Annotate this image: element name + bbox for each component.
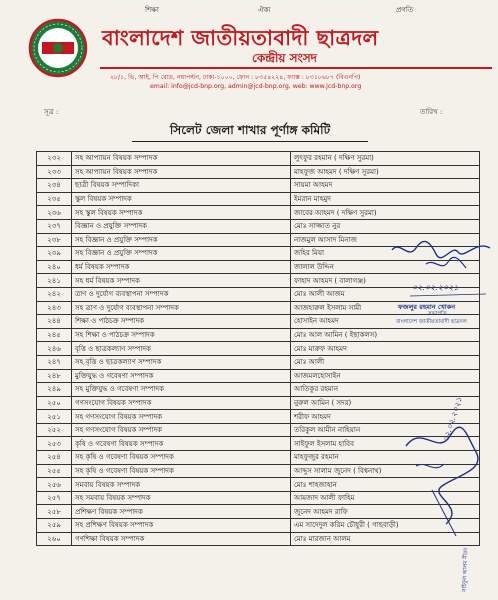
serial-cell: ২৪৭ bbox=[37, 355, 72, 369]
header-divider bbox=[100, 67, 492, 69]
name-cell: মাহফুজ আহমদ ( দক্ষিণ সুরমা) bbox=[291, 165, 480, 179]
serial-cell: ২৩৯ bbox=[37, 247, 72, 261]
serial-cell: ২৪৪ bbox=[37, 315, 72, 329]
jcd-emblem-icon bbox=[28, 18, 88, 78]
motto-line bbox=[0, 4, 498, 16]
post-cell: বিজ্ঞান ও প্রযুক্তি সম্পাদক bbox=[72, 219, 291, 233]
post-cell: সহ শিক্ষা ও পাঠচক্র সম্পাদক bbox=[72, 328, 291, 342]
post-cell: গণসংযোগ বিষয়ক সম্পাদক bbox=[72, 396, 291, 410]
name-cell: মোঃ আলী আজম bbox=[291, 287, 480, 301]
organization-subtitle: কেন্দ্রীয় সংসদ bbox=[252, 51, 317, 65]
post-cell: ধর্ম বিষয়ক সম্পাদক bbox=[72, 260, 291, 274]
post-cell: কৃষি ও গবেষণা বিষয়ক সম্পাদক bbox=[72, 437, 291, 451]
table-row bbox=[37, 369, 480, 383]
serial-cell: ২৪৫ bbox=[37, 328, 72, 342]
post-cell: সহ ধর্ম বিষয়ক সম্পাদক bbox=[72, 274, 291, 288]
post-cell: ছাত্রী বিষয়ক সম্পাদিকা bbox=[72, 179, 291, 193]
table-row bbox=[37, 165, 480, 179]
serial-cell: ২৩৫ bbox=[37, 192, 72, 206]
post-cell: মুক্তিযুদ্ধ ও গবেষণা সম্পাদক bbox=[72, 369, 291, 383]
serial-cell: ২৫৮ bbox=[37, 505, 72, 519]
table-row bbox=[37, 342, 480, 356]
name-cell: শরীফ আহমদ bbox=[291, 410, 480, 424]
table-row bbox=[37, 152, 480, 166]
name-cell: আতিকুর রহমান bbox=[291, 383, 480, 397]
serial-cell: ২৫৪ bbox=[37, 451, 72, 465]
post-cell: সহ কৃষি ও গবেষণা বিষয়ক সম্পাদক bbox=[72, 464, 291, 478]
post-cell: সহ কৃষি ও গবেষণা বিষয়ক সম্পাদক bbox=[72, 451, 291, 465]
serial-cell: ২৪৮ bbox=[37, 369, 72, 383]
serial-cell: ২৬০ bbox=[37, 532, 72, 546]
post-cell: বৃত্তি ও ছাত্রকল্যাণ সম্পাদক bbox=[72, 342, 291, 356]
table-row bbox=[37, 328, 480, 342]
serial-cell: ২৪১ bbox=[37, 274, 72, 288]
name-cell: মোঃ শাহজাহান bbox=[291, 478, 480, 492]
name-cell: লুৎফুর রহমান ( দক্ষিণ সুরমা) bbox=[291, 152, 480, 166]
name-cell: মোঃ মারুফ আহমদ bbox=[291, 342, 480, 356]
motto-progress: প্রগতি bbox=[396, 6, 414, 14]
date-label: তারিখ : bbox=[420, 108, 443, 116]
serial-cell: ২৩৪ bbox=[37, 179, 72, 193]
serial-cell: ২৫৯ bbox=[37, 519, 72, 533]
name-cell: জহির মিয়া bbox=[291, 247, 480, 261]
serial-cell: ২৫১ bbox=[37, 410, 72, 424]
post-cell: সহ গণসংযোগ বিষয়ক সম্পাদক bbox=[72, 410, 291, 424]
serial-cell: ২৩৬ bbox=[37, 206, 72, 220]
post-cell: সহ আপ্যায়ন বিষয়ক সম্পাদক bbox=[72, 165, 291, 179]
table-row bbox=[37, 355, 480, 369]
post-cell: সহ গণসংযোগ বিষয়ক সম্পাদক bbox=[72, 423, 291, 437]
name-cell: মাহফুজুর রহমান bbox=[291, 451, 480, 465]
motto-unity: ঐক্য bbox=[258, 6, 271, 14]
post-cell: সহ আপ্যায়ন বিষয়ক সম্পাদক bbox=[72, 152, 291, 166]
post-cell: সহ ত্রাণ ও দুর্যোগ ব্যবস্থাপনা সম্পাদক bbox=[72, 301, 291, 315]
serial-cell: ২৪২ bbox=[37, 287, 72, 301]
name-cell: মোঃ মারজান আলম bbox=[291, 532, 480, 546]
serial-cell: ২৪৬ bbox=[37, 342, 72, 356]
post-cell: সহ মুক্তিযুদ্ধ ও গবেষণা সম্পাদক bbox=[72, 383, 291, 397]
name-cell: জালাল উদ্দিন bbox=[291, 260, 480, 274]
table-row bbox=[37, 383, 480, 397]
title-underline bbox=[132, 141, 368, 142]
name-cell: আমজাদ আলী ফাহিম bbox=[291, 491, 480, 505]
serial-cell: ২৫৩ bbox=[37, 437, 72, 451]
organization-address: ২৮/১, ভি, আই, পি রোড, নয়াপল্টন, ঢাকা-১০০০, ফোন : ৮৩৫৪২২৪, ফ্যাক্স : ৮৩১৮৬৮৭ (বিএনপি) bbox=[110, 74, 361, 81]
post-cell: প্রশিক্ষণ বিষয়ক সম্পাদক bbox=[72, 505, 291, 519]
table-row bbox=[37, 219, 480, 233]
serial-cell: ২৫৭ bbox=[37, 491, 72, 505]
serial-cell: ২৫০ bbox=[37, 396, 72, 410]
name-cell: সায়মা আহমদ bbox=[291, 179, 480, 193]
serial-cell: ২৫৬ bbox=[37, 478, 72, 492]
name-cell: হোসাইন আহমদ bbox=[291, 315, 480, 329]
reference-line bbox=[0, 106, 498, 118]
serial-cell: ২৫৫ bbox=[37, 464, 72, 478]
organization-name: বাংলাদেশ জাতীয়তাবাদী ছাত্রদল bbox=[102, 26, 379, 50]
name-cell: মোঃ সাজ্জাত নুর bbox=[291, 219, 480, 233]
motto-education: শিক্ষা bbox=[145, 6, 159, 14]
name-cell: ফাহাদ আহমদ ( বালাগঞ্জ) bbox=[291, 274, 480, 288]
serial-cell: ২৩২ bbox=[37, 152, 72, 166]
reference-label: সূত্র : bbox=[44, 108, 59, 116]
serial-cell: ২৩৩ bbox=[37, 165, 72, 179]
serial-cell: ২৪৩ bbox=[37, 301, 72, 315]
name-cell: সাইফুল ইসলাম হাবিব bbox=[291, 437, 480, 451]
name-cell: আজহারুল ইসলাম সামী bbox=[291, 301, 480, 315]
post-cell: সহ বিজ্ঞান ও প্রযুক্তি সম্পাদক bbox=[72, 233, 291, 247]
table-row bbox=[37, 179, 480, 193]
name-cell: আব্দুস সালাম জুনেদ ( বিশ্বনাথ) bbox=[291, 464, 480, 478]
post-cell: সহ বৃত্তি ও ছাত্রকল্যাণ সম্পাদক bbox=[72, 355, 291, 369]
table-row bbox=[37, 396, 480, 410]
post-cell: সহ স্কুল বিষয়ক সম্পাদক bbox=[72, 206, 291, 220]
post-cell: সমবায় বিষয়ক সম্পাদক bbox=[72, 478, 291, 492]
name-cell: জাবের আহমদ ( দক্ষিণ সুরমা) bbox=[291, 206, 480, 220]
name-cell: ইমরান মাহমুদ bbox=[291, 192, 480, 206]
post-cell: স্কুল বিষয়ক সম্পাদক bbox=[72, 192, 291, 206]
table-row bbox=[37, 192, 480, 206]
document-title: সিলেট জেলা শাখার পূর্ণাঙ্গ কমিটি bbox=[169, 123, 331, 137]
table-row bbox=[37, 206, 480, 220]
name-cell: আজমলহোসাইন bbox=[291, 369, 480, 383]
signature-president-date: ০২.০২.২০২১ bbox=[412, 283, 459, 292]
post-cell: ত্রাণ ও দুর্যোগ ব্যবস্থাপনা সম্পাদক bbox=[72, 287, 291, 301]
signature-secretary-stamp: সাইফুল আলম নীরব bbox=[462, 547, 470, 593]
name-cell: এম সাদেদুল করিম চৌধুরী ( গাছবাড়ী) bbox=[291, 519, 480, 533]
name-cell: নুরুল আমিন ( সদর) bbox=[291, 396, 480, 410]
serial-cell: ২৪০ bbox=[37, 260, 72, 274]
organization-contact: email: info@jcd-bnp.org, admin@jcd-bnp.org, web: www.jcd-bnp.org bbox=[150, 83, 362, 90]
signature-president-org: বাংলাদেশ জাতীয়তাবাদী ছাত্রদল bbox=[396, 319, 467, 325]
name-cell: মোঃ আল আমিন ( ইছাকলস) bbox=[291, 328, 480, 342]
signature-president-name: ফজলুর রহমান খোকন bbox=[398, 303, 456, 311]
name-cell: তরিকুল আমীন নাহিয়ান bbox=[291, 423, 480, 437]
post-cell: সহ বিজ্ঞান ও প্রযুক্তি সম্পাদক bbox=[72, 247, 291, 261]
serial-cell: ২৪৯ bbox=[37, 383, 72, 397]
name-cell: জুনেদ আহমদ রাফি bbox=[291, 505, 480, 519]
serial-cell: ২৩৮ bbox=[37, 233, 72, 247]
name-cell: মোঃ আলী bbox=[291, 355, 480, 369]
serial-cell: ২৩৭ bbox=[37, 219, 72, 233]
signature-president-role: সভাপতি bbox=[428, 311, 447, 317]
name-cell: নাজমুল আসাদ মিনাজ bbox=[291, 233, 480, 247]
post-cell: শিক্ষা ও পাঠচক্র সম্পাদক bbox=[72, 315, 291, 329]
post-cell: সহ সমবায় বিষয়ক সম্পাদক bbox=[72, 491, 291, 505]
post-cell: গণশিক্ষা বিষয়ক সম্পাদক bbox=[72, 532, 291, 546]
signature-secretary-date: ০২.০২.২০২১ bbox=[440, 395, 464, 444]
serial-cell: ২৫২ bbox=[37, 423, 72, 437]
post-cell: সহ প্রশিক্ষণ বিষয়ক সম্পাদক bbox=[72, 519, 291, 533]
